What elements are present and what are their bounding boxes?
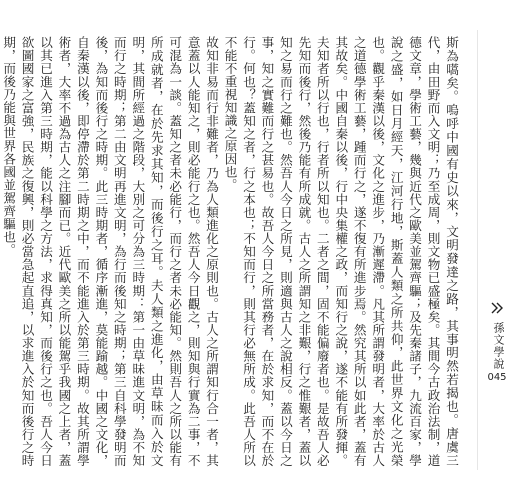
ornament-icon — [489, 300, 505, 316]
running-head: 孫文學說 — [492, 322, 505, 370]
paragraph-2: 故知非易而行非難者，乃為人類進化之原則也。古人之所謂知行合一者，其意蓋以人能知之，則必能行之也。然吾人今日觀之，則知與行實為二事，不可混為一談。蓋知之者未必能行，而行之者未必能知。然則吾人之所以能有所成就者，在於先求其知，而後行之耳。夫人類之進化，由草昧而入於文明，其間所經過之階段，大別之可分為三時期：第一由草昧進文明，為不知而行之時期；第二由文明再進文明，為行而後知之時期；第三自科學發明而後，為知而後行之時期。此三時期者，循序漸進，莫能踰越。中國之文化，自秦漢以後，即停滯於第二時期之中，而不能進入於第三時期。故其所謂學術者，大率不過為古人之注腳而已。近代歐美之所以能駕乎我國之上者，蓋以其已進入第三時期，能以科學之方法，求得真知，而後行之也。吾人今日欲圖國家之富強，民族之復興，則必當急起直追，以求進入於知而後行之時期，而後乃能與世界各國並駕齊驅也。 — [1, 36, 220, 467]
body-text-column — [1, 36, 460, 467]
page-edge-rule — [477, 30, 478, 470]
folio — [486, 300, 508, 480]
page-number: 045 — [487, 372, 507, 383]
paragraph-1: 斯為嚆矣。嗚呼中國有史以來，文明發達之路，其事明然若揭也。唐虞三代，由田野而入文明；乃至成周，則文物已盛極矣。其間今古政治法制，道德文章，學術工藝，幾與近代之歐美並駕齊驅；及先秦諸子，九流百家，學說之盛，如日月經天，江河行地，斯蓋人類之所共仰，此世界文化之光榮也。觀乎秦漢以後，文化之進步，乃漸遲滯。凡其所謂發明者，大率於古人之道德學術工藝，踵而行之，遂不復有所進步焉。然究其所以如此者，蓋有其故矣。中國自秦以後，行中央集權之政，而知行之說，遂不能有所發揮。夫知者所以行也，行者所以知也。二者之間，固不能偏廢者也。是故吾人必先知而後行，然後乃能有所成就。古人之所謂知之非艱，行之惟艱者，蓋以知之易而行之難也。然吾人今日之所見，則適與古人之說相反。蓋以今日之事，知之實難而行之甚易也。故吾人今日之所當務者，在於求知，而不在於行。何也？蓋知之者，行之本也；不知而行，則其行必無所成。此吾人所以不能不重視知識之原因也。 — [222, 36, 459, 467]
